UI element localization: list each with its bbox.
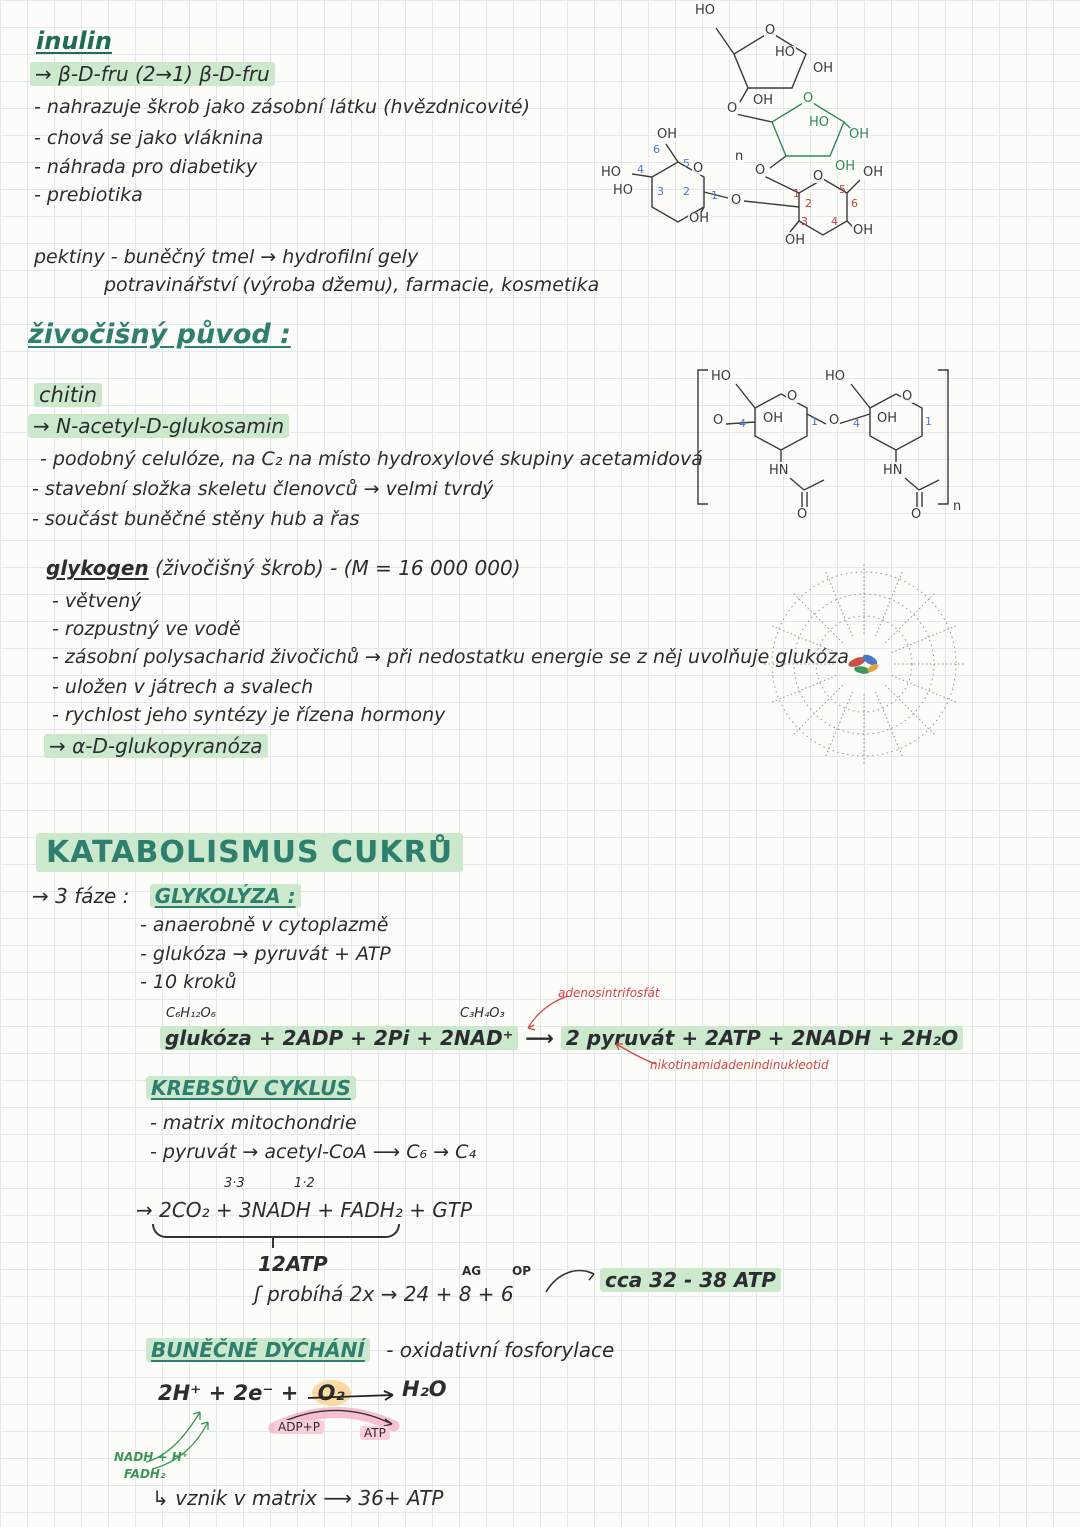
- glykogen-bullet: - zásobní polysacharid živočichů → při nedostatku energie se z něj uvolňuje glukóza: [52, 646, 849, 668]
- underbrace: [152, 1224, 400, 1238]
- label-ag: AG: [462, 1264, 482, 1278]
- chitin-subtitle-text: → N-acetyl-D-glukosamin: [28, 414, 289, 438]
- krebs-total: [600, 1268, 781, 1293]
- chem-label: 1: [793, 187, 800, 200]
- sum-arrow: [542, 1260, 598, 1298]
- chem-label: O: [731, 193, 742, 208]
- chem-label: OH: [863, 165, 884, 180]
- chem-label: 4: [739, 417, 746, 430]
- glycogen-structure: [752, 554, 977, 776]
- chem-label: HO: [601, 165, 622, 180]
- chem-label: O: [727, 101, 738, 116]
- krebs-total-text: cca 32 - 38 ATP: [600, 1268, 781, 1292]
- krebs-bullet: - pyruvát → acetyl-CoA ⟶ C₆ → C₄: [150, 1141, 476, 1163]
- chem-label: 1: [811, 415, 818, 428]
- chem-label: OH: [849, 127, 870, 142]
- chem-label: HO: [825, 369, 846, 384]
- adp-label-text: ADP+P: [274, 1420, 324, 1434]
- glykogen-word: glykogen: [46, 556, 149, 580]
- equation-right: 2 pyruvát + 2ATP + 2NADH + 2H₂O: [561, 1026, 963, 1050]
- adp-label: [274, 1420, 324, 1435]
- atp-label-text: ATP: [360, 1426, 390, 1440]
- chem-label: O: [713, 413, 724, 428]
- faze-prefix: → 3 fáze :: [32, 884, 130, 908]
- chem-label: HO: [613, 183, 634, 198]
- chem-label: n: [953, 499, 962, 514]
- annotation-atp-arrow: [520, 992, 570, 1034]
- chem-label: HN: [769, 463, 789, 478]
- pektiny-line: potravinářství (výroba džemu), farmacie, kosmetika: [104, 274, 600, 296]
- chem-label: O: [829, 413, 840, 428]
- chem-label: O: [813, 169, 824, 184]
- chitin-structure: [686, 352, 986, 557]
- inulin-bullet: - náhrada pro diabetiky: [34, 156, 258, 178]
- chem-label: 3: [657, 185, 664, 198]
- krebs-12atp: 12ATP: [258, 1252, 328, 1276]
- dychani-title-line: [146, 1338, 614, 1363]
- glykogen-bullet: - uložen v játrech a svalech: [52, 676, 314, 698]
- chem-label: O: [803, 91, 814, 106]
- pektiny-line: pektiny - buněčný tmel → hydrofilní gely: [34, 246, 419, 268]
- glykolyza-bullet: - glukóza → pyruvát + ATP: [140, 943, 391, 965]
- inulin-bullet: - chová se jako vláknina: [34, 127, 264, 149]
- respiration-left: 2H⁺ + 2e⁻ +: [158, 1381, 299, 1405]
- chem-label: 4: [831, 215, 838, 228]
- chem-label: HO: [711, 369, 732, 384]
- inulin-title: inulin: [36, 27, 112, 55]
- inulin-bullet: - prebiotika: [34, 184, 143, 206]
- formula-pyruvate: C₃H₄O₃: [460, 1006, 505, 1021]
- glykogen-title-rest: (živočišný škrob) - (M = 16 000 000): [148, 556, 521, 580]
- inulin-bullet: - nahrazuje škrob jako zásobní látku (hvězdnicovité): [34, 96, 531, 118]
- glykogen-last-text: → α-D-glukopyranóza: [44, 734, 268, 758]
- nadh-label: NADH + H⁺: [114, 1450, 189, 1464]
- inulin-formula: [30, 62, 275, 87]
- dychani-title: BUNĚČNÉ DÝCHÁNÍ: [146, 1338, 370, 1362]
- chitin-title-text: chitin: [34, 383, 102, 407]
- atp-label: [360, 1426, 390, 1441]
- katabolismus-heading-text: KATABOLISMUS CUKRŮ: [36, 833, 463, 872]
- chem-label: 5: [683, 157, 690, 170]
- chem-label: HO: [695, 3, 716, 18]
- formula-glucose: C₆H₁₂O₆: [166, 1006, 216, 1021]
- chem-label: OH: [813, 61, 834, 76]
- chem-label: O: [755, 163, 766, 178]
- glykogen-bullet: - větvený: [52, 590, 142, 612]
- chem-label: HO: [809, 115, 830, 130]
- glycogen-starburst: [752, 554, 977, 776]
- vznik-line: ↳ vznik v matrix ⟶ 36+ ATP: [152, 1486, 444, 1510]
- inulin-structure: [598, 2, 920, 248]
- krebs-bullet: - matrix mitochondrie: [150, 1112, 357, 1134]
- chem-label: 1: [925, 415, 932, 428]
- chem-label: 6: [851, 197, 858, 210]
- glykolyza-bullet: - anaerobně v cytoplazmě: [140, 914, 389, 936]
- annotation-nad-arrow: [610, 1040, 658, 1068]
- chem-label: O: [787, 389, 798, 404]
- glykogen-bullet: - rychlost jeho syntézy je řízena hormony: [52, 704, 446, 726]
- krebs-small-note: 1·2: [294, 1176, 315, 1191]
- chitin-title: [34, 382, 102, 408]
- chem-label: HO: [775, 45, 796, 60]
- chitin-bullet: - stavební složka skeletu členovců → velmi tvrdý: [32, 478, 494, 500]
- chem-label: 1: [711, 189, 718, 202]
- krebs-small-note: 3·3: [224, 1176, 245, 1191]
- chem-label: 4: [637, 163, 644, 176]
- inulin-structure-bonds: [598, 2, 920, 242]
- chitin-bullet: - součást buněčné stěny hub a řas: [32, 508, 360, 530]
- chem-label: 2: [683, 185, 690, 198]
- equation-left: glukóza + 2ADP + 2Pi + 2NAD⁺: [160, 1026, 518, 1050]
- chem-label: OH: [853, 223, 874, 238]
- faze-line: [32, 884, 301, 909]
- krebs-products: → 2CO₂ + 3NADH + FADH₂ + GTP: [136, 1198, 473, 1222]
- chem-label: O: [911, 507, 922, 522]
- glycogen-core: [847, 653, 880, 675]
- chitin-bullet: - podobný celulóze, na C₂ na místo hydroxylové skupiny acetamidová: [40, 448, 703, 470]
- katabolismus-heading: [36, 834, 463, 872]
- chem-label: n: [735, 149, 744, 164]
- chitin-subtitle: [28, 414, 289, 439]
- chem-label: 6: [653, 143, 660, 156]
- annotation-atp: adenosintrifosfát: [558, 986, 660, 1000]
- section-heading-zivocisny: živočišný původ :: [28, 319, 291, 350]
- fadh-label: FADH₂: [124, 1467, 166, 1481]
- krebs-probiha: ʃ probíhá 2x → 24 + 8 + 6: [254, 1282, 514, 1306]
- chem-label: HN: [883, 463, 903, 478]
- glykolyza-bullet: - 10 kroků: [140, 971, 237, 993]
- chem-label: OH: [835, 159, 856, 174]
- glykogen-bullet: - rozpustný ve vodě: [52, 618, 241, 640]
- chem-label: O: [693, 161, 704, 176]
- chem-label: OH: [877, 411, 898, 426]
- dychani-subtitle: - oxidativní fosforylace: [386, 1338, 615, 1362]
- equation-arrow: ⟶: [525, 1026, 554, 1050]
- water-term: H₂O: [402, 1377, 447, 1401]
- chem-label: 4: [853, 417, 860, 430]
- label-op: OP: [512, 1264, 531, 1278]
- chem-label: 3: [801, 215, 808, 228]
- glykolyza-title: GLYKOLÝZA :: [150, 884, 301, 908]
- chem-label: 2: [805, 197, 812, 210]
- glykogen-last: [44, 734, 268, 759]
- glykogen-title: [46, 556, 521, 581]
- chem-label: O: [797, 507, 808, 522]
- chem-label: 5: [839, 183, 846, 196]
- krebs-title-text: KREBSŮV CYKLUS: [146, 1076, 356, 1100]
- inulin-formula-text: → β-D-fru (2→1) β-D-fru: [30, 62, 275, 86]
- chem-label: OH: [763, 411, 784, 426]
- krebs-title: [146, 1076, 356, 1101]
- chem-label: OH: [785, 233, 806, 248]
- chem-label: OH: [689, 211, 710, 226]
- chem-label: O: [902, 389, 913, 404]
- annotation-nad: nikotinamidadenindinukleotid: [650, 1058, 829, 1072]
- oxygen-term: O₂: [312, 1380, 351, 1406]
- underbrace-tail: [272, 1236, 274, 1248]
- chem-label: O: [765, 23, 776, 38]
- chem-label: OH: [657, 127, 678, 142]
- chem-label: OH: [753, 93, 774, 108]
